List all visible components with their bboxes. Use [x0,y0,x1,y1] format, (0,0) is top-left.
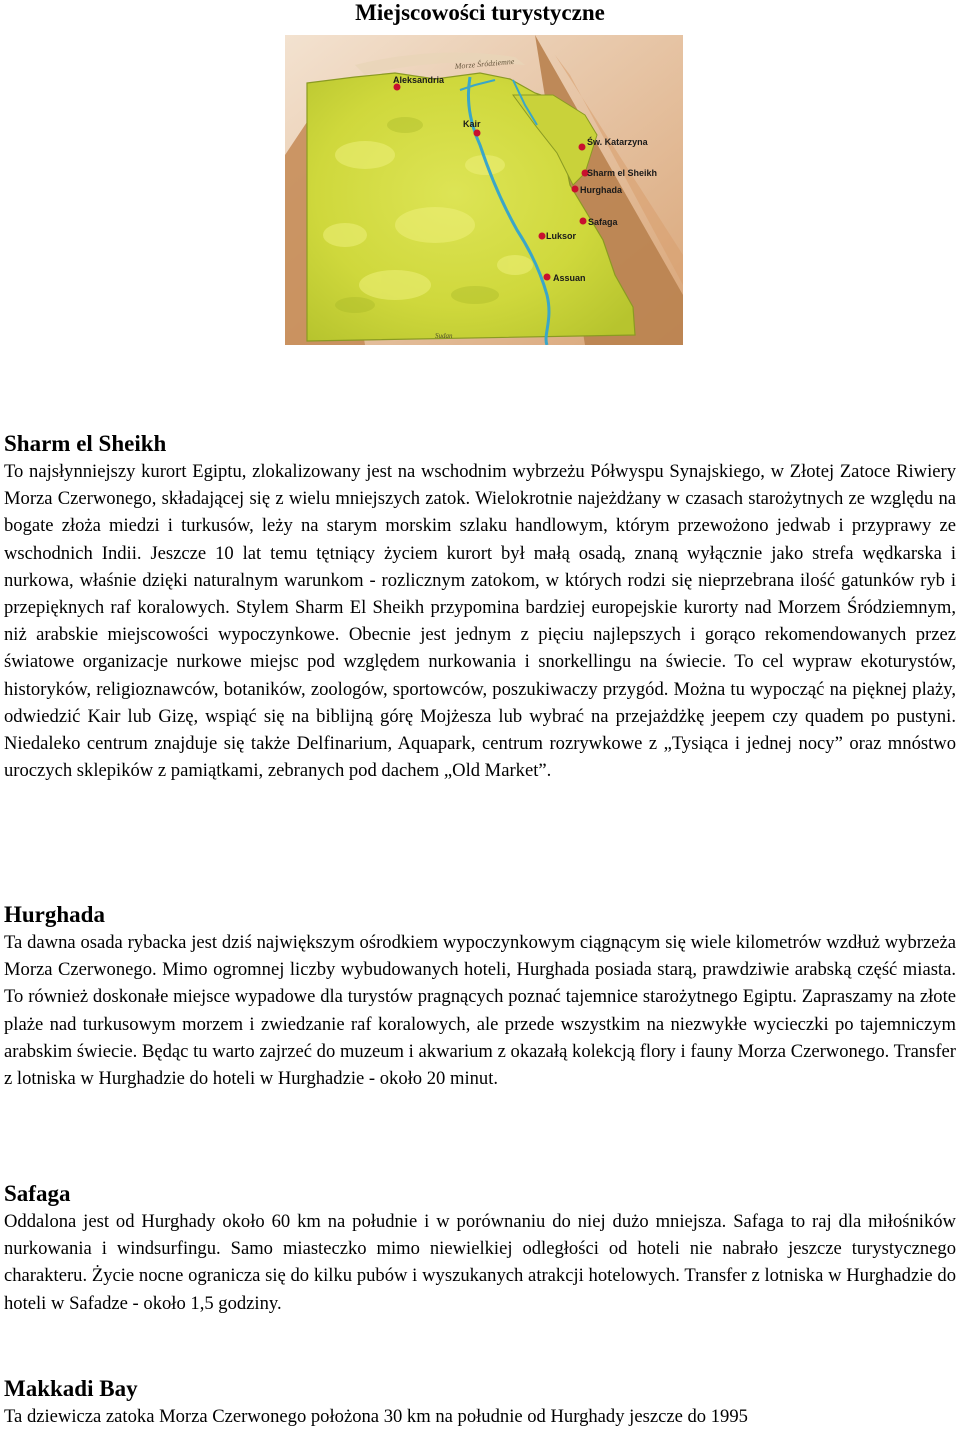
section-heading: Makkadi Bay [4,1376,138,1401]
section-body: Ta dawna osada rybacka jest dziś największym ośrodkiem wypoczynkowym ciągnącym się wiele kilometrów wzdłuż wybrzeża Morza Czerwonego. Mimo ogromnej liczby wybudowanych hoteli, Hurghada posiada starą, prawdziwie arabską część miasta. To również doskonałe miejsce wypadowe dla turystów pragnących poznać tajemnice starożytnego Egiptu. Zapraszamy na złote plaże nad turkusowym morzem i zwiedzanie raf koralowych, ale przede wszystkim na niezwykłe wycieczki po tajemniczym arabskim świecie. Będąc tu warto zajrzeć do muzeum i akwarium z okazałą kolekcją flory i fauny Morza Czerwonego. Transfer z lotniska w Hurghadzie do hoteli w Hurghadzie - około 20 minut. [4,932,956,1090]
section-makkadi-bay [4,1375,956,1430]
section-heading: Sharm el Sheikh [4,431,167,456]
city-dot-luksor [539,233,546,240]
city-label-kair: Kair [463,119,481,129]
page-title: Miejscowości turystyczne [355,0,605,25]
section-body: Oddalona jest od Hurghady około 60 km na południe i w porównaniu do niej dużo mniejsza. Safaga to raj dla miłośników nurkowania i windsurfingu. Samo miasteczko mimo niewielkiej odległości od hoteli nie nabrało jeszcze turystycznego charakteru. Życie nocne ogranicza się do kilku pubów i wyszukanych atrakcji hotelowych. Transfer z lotniska w Hurghadzie do hoteli w Safadze - około 1,5 godziny. [4,1211,956,1314]
section-hurghada [4,901,956,1092]
sea-label: Morze Śródziemne [454,56,515,71]
sudan-label: Sudan [435,332,453,340]
city-dot-safaga [580,218,587,225]
city-dot-sw-katarzyna [579,144,586,151]
city-dot-assuan [544,274,551,281]
city-label-assuan: Assuan [553,273,586,283]
egypt-map [285,35,683,345]
city-label-luksor: Luksor [546,231,577,241]
section-body: To najsłynniejszy kurort Egiptu, zlokalizowany jest na wschodnim wybrzeżu Półwyspu Synajskiego, w Złotej Zatoce Riwiery Morza Czerwonego, składającej się z wielu mniejszych zatok. Wielokrotnie najeżdżany w czasach starożytnych ze względu na bogate złoża miedzi i turkusów, leży na starym morskim szlaku handlowym, którym przewożono jedwab i przyprawy ze wschodnich Indii. Jeszcze 10 lat temu tętniący życiem kurort był małą osadą, znaną wyłącznie jako strefa wędkarska i nurkowa, właśnie dzięki naturalnym warunkom - rozlicznym zatokom, w których rodzi się nieprzebrana ilość gatunków ryb i przepięknych raf koralowych. Stylem Sharm El Sheikh przypomina bardziej europejskie kurorty nad Morzem Śródziemnym, niż arabskie miejscowości wypoczynkowe. Obecnie jest jednym z pięciu najlepszych i gorąco rekomendowanych przez światowe organizacje nurkowe miejsc pod względem nurkowania i snorkellingu na świecie. To cel wypraw ekoturystów, historyków, religioznawców, botaników, zoologów, sportowców, poszukiwaczy przygód. Można tu wypocząć na pięknej plaży, odwiedzić Kair lub Gizę, wspiąć się na biblijną górę Mojżesza lub wybrać na przejażdżkę jeepem czy quadem po pustyni. Niedaleko centrum znajduje się także Delfinarium, Aquapark, centrum rozrywkowe z „Tysiąca i jednej nocy” oraz mnóstwo uroczych sklepików z pamiątkami, zebranych pod dachem „Old Market”. [4,461,956,782]
section-heading: Hurghada [4,902,105,927]
city-label-sw-katarzyna: Św. Katarzyna [587,137,648,147]
city-dot-kair [474,130,481,137]
city-label-aleksandria: Aleksandria [393,75,445,85]
section-safaga [4,1180,956,1317]
city-label-sharm: Sharm el Sheikh [587,168,658,178]
section-body: Ta dziewicza zatoka Morza Czerwonego położona 30 km na południe od Hurghady jeszcze do 1995 [4,1406,748,1427]
city-dot-hurghada [572,186,579,193]
city-label-hurghada: Hurghada [580,185,623,195]
section-sharm-el-sheikh [4,430,956,784]
city-label-safaga: Safaga [588,217,618,227]
section-heading: Safaga [4,1181,71,1206]
